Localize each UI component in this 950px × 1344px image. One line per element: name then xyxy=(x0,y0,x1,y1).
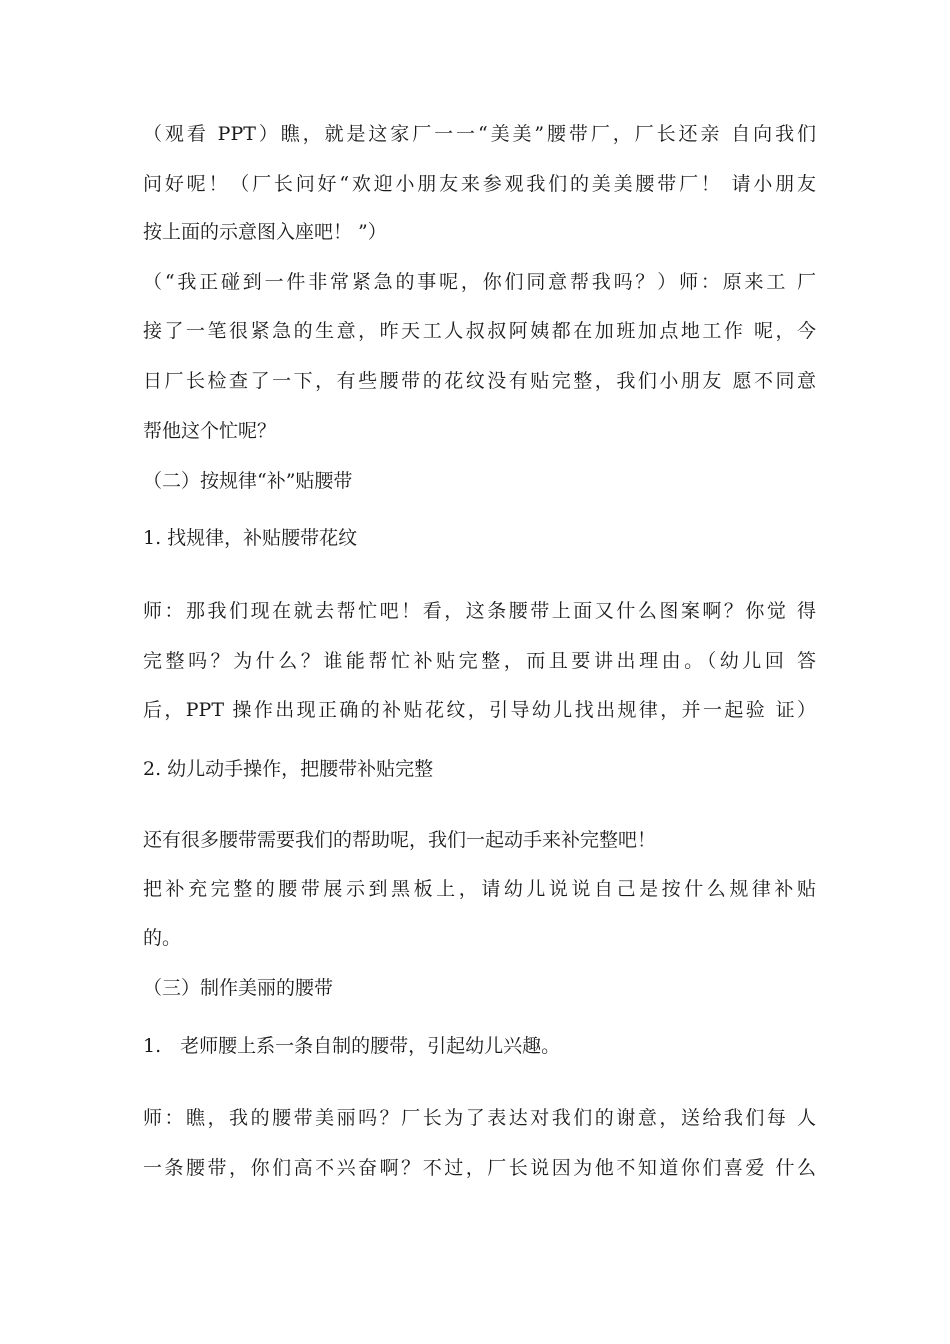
text-line: 接了一笔很紧急的生意，昨天工人叔叔阿姨都在加班加点地工作 呢，今 xyxy=(143,320,816,342)
text-line: 后，PPT 操作出现正确的补贴花纹，引导幼儿找出规律，并一起验 证） xyxy=(143,699,816,721)
text-line: （“我正碰到一件非常紧急的事呢，你们同意帮我吗？）师：原来工 厂 xyxy=(143,271,816,293)
text-line: 还有很多腰带需要我们的帮助呢，我们一起动手来补完整吧！ xyxy=(143,829,657,851)
section-heading: （二）按规律“补”贴腰带 xyxy=(143,470,353,492)
text-line: 完整吗？为什么？谁能帮忙补贴完整，而且要讲出理由。（幼儿回 答 xyxy=(143,650,816,672)
text-line: 的。 xyxy=(143,927,182,949)
text-line: 把补充完整的腰带展示到黑板上，请幼儿说说自己是按什么规律补贴 xyxy=(143,878,816,900)
text-line: （观看 PPT）瞧，就是这家厂一一“美美”腰带厂，厂长还亲 自向我们 xyxy=(143,123,816,145)
subsection-heading: 1. 找规律，补贴腰带花纹 xyxy=(143,527,358,549)
text-line: 一条腰带，你们高不兴奋啊？不过，厂长说因为他不知道你们喜爱 什么 xyxy=(143,1157,816,1179)
text-line: 师：那我们现在就去帮忙吧！看，这条腰带上面又什么图案啊？你觉 得 xyxy=(143,600,816,622)
text-line: 问好呢！（厂长问好“欢迎小朋友来参观我们的美美腰带厂！ 请小朋友 xyxy=(143,173,816,195)
text-line: 帮他这个忙呢？ xyxy=(143,420,277,442)
text-line: 日厂长检查了一下，有些腰带的花纹没有贴完整，我们小朋友 愿不同意 xyxy=(143,370,816,392)
text-line: 师：瞧，我的腰带美丽吗？厂长为了表达对我们的谢意，送给我们每 人 xyxy=(143,1107,816,1129)
subsection-heading: 2. 幼儿动手操作，把腰带补贴完整 xyxy=(143,758,434,780)
section-heading: （三）制作美丽的腰带 xyxy=(143,977,334,999)
text-line: 按上面的示意图入座吧！ ”） xyxy=(143,221,387,243)
subsection-heading: 1. 老师腰上系一条自制的腰带，引起幼儿兴趣。 xyxy=(143,1035,561,1057)
